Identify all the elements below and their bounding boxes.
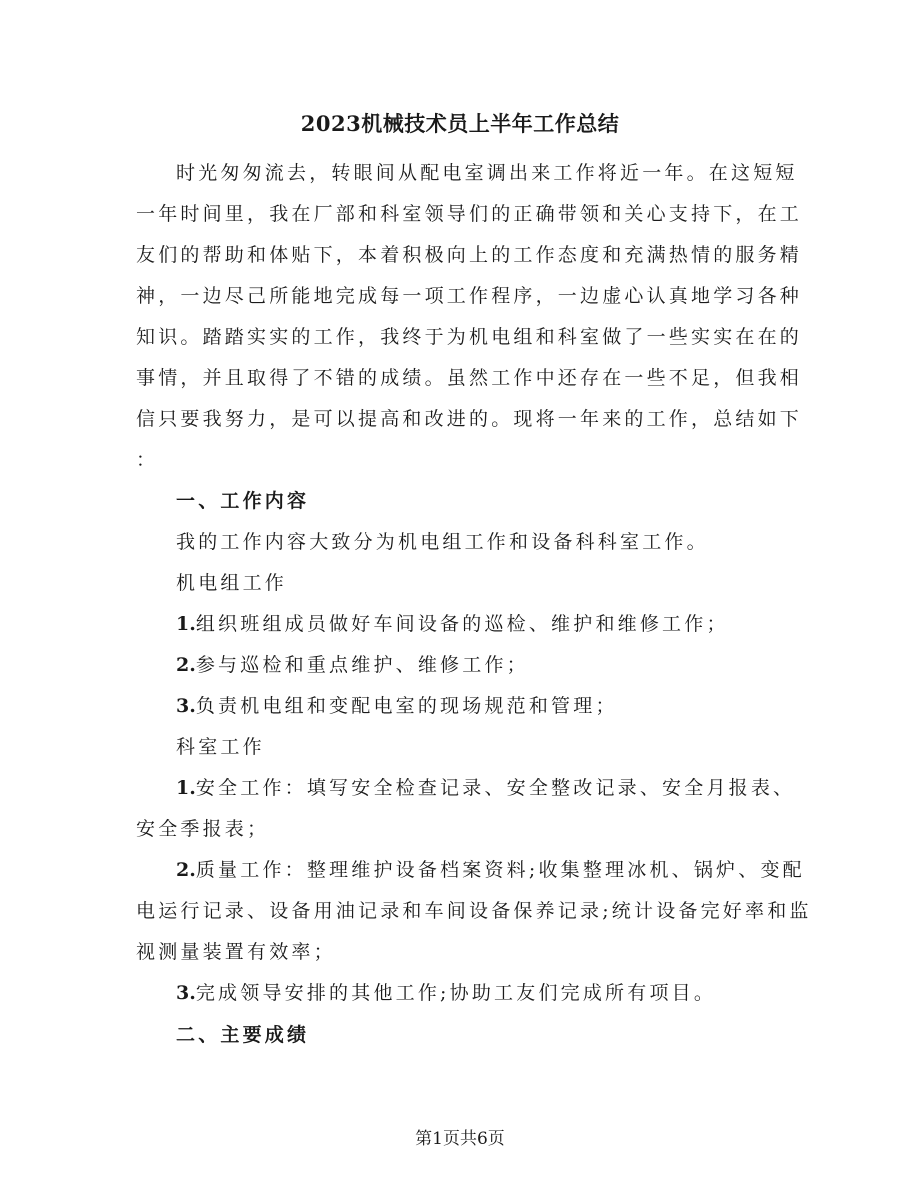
list-item xyxy=(176,855,805,882)
intro-line: 时光匆匆流去，转眼间从配电室调出来工作将近一年。在这短短 xyxy=(176,162,798,184)
list-text: 完成领导安排的其他工作;协助工友们完成所有项目。 xyxy=(195,982,717,1004)
list-item xyxy=(176,650,529,677)
section-heading-work-content: 一、工作内容 xyxy=(176,490,310,512)
section-heading-achievements: 二、主要成绩 xyxy=(176,1024,310,1046)
intro-line: ： xyxy=(136,449,159,471)
intro-line: 事情，并且取得了不错的成绩。虽然工作中还存在一些不足，但我相 xyxy=(136,367,803,389)
section-summary: 我的工作内容大致分为机电组工作和设备科科室工作。 xyxy=(176,531,709,553)
list-number: 2. xyxy=(176,654,196,676)
intro-line: 一年时间里，我在厂部和科室领导们的正确带领和关心支持下，在工 xyxy=(136,203,803,225)
list-number: 2. xyxy=(176,859,196,881)
list-number: 1. xyxy=(176,777,196,799)
intro-line: 信只要我努力，是可以提高和改进的。现将一年来的工作，总结如下 xyxy=(136,408,803,430)
list-number: 3. xyxy=(176,695,196,717)
list-item-continuation: 视测量装置有效率； xyxy=(136,941,336,963)
subsection-title-office: 科室工作 xyxy=(176,736,265,758)
intro-line: 神，一边尽己所能地完成每一项工作程序，一边虚心认真地学习各种 xyxy=(136,285,803,307)
list-text: 负责机电组和变配电室的现场规范和管理； xyxy=(195,695,618,717)
list-number: 1. xyxy=(176,613,196,635)
page-number: 第1页共6页 xyxy=(415,1129,505,1149)
list-item xyxy=(176,773,795,800)
intro-line: 知识。踏踏实实的工作，我终于为机电组和科室做了一些实实在在的 xyxy=(136,326,803,348)
list-number: 3. xyxy=(176,982,196,1004)
list-item xyxy=(176,691,618,718)
list-item-continuation: 电运行记录、设备用油记录和车间设备保养记录;统计设备完好率和监 xyxy=(136,900,812,922)
subsection-title-mech-group: 机电组工作 xyxy=(176,572,288,594)
list-item xyxy=(176,978,716,1005)
intro-line: 友们的帮助和体贴下，本着积极向上的工作态度和充满热情的服务精 xyxy=(136,244,803,266)
list-item xyxy=(176,609,729,636)
list-text: 安全工作：填写安全检查记录、安全整改记录、安全月报表、 xyxy=(195,777,796,799)
list-text: 质量工作：整理维护设备档案资料;收集整理冰机、锅炉、变配 xyxy=(195,859,805,881)
list-text: 参与巡检和重点维护、维修工作； xyxy=(195,654,529,676)
list-text: 组织班组成员做好车间设备的巡检、维护和维修工作； xyxy=(195,613,729,635)
list-item-continuation: 安全季报表； xyxy=(136,818,270,840)
document-title: 2023机械技术员上半年工作总结 xyxy=(300,111,620,136)
